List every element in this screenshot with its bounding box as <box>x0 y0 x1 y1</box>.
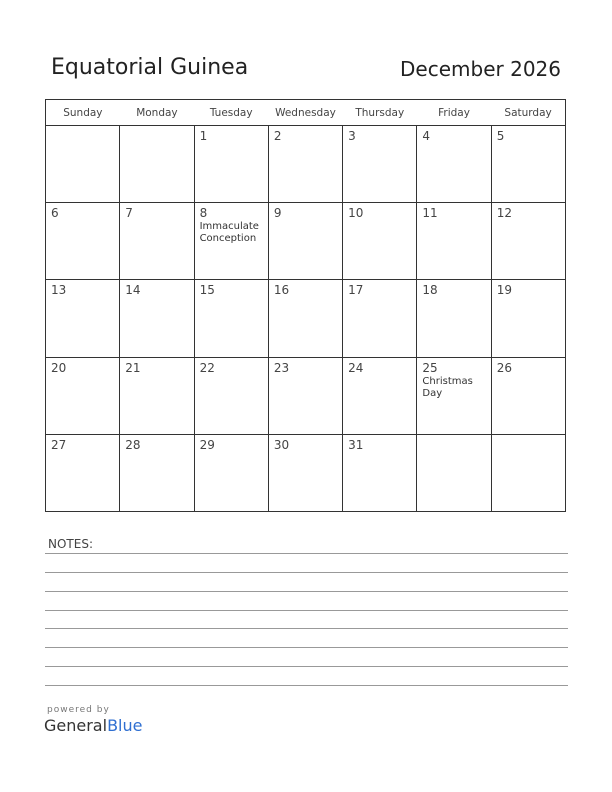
day-number: 17 <box>348 283 364 298</box>
note-line <box>45 572 568 573</box>
day-number: 8 <box>199 206 208 221</box>
note-line <box>45 666 568 667</box>
weekday-header: Saturday <box>491 100 565 126</box>
day-cell <box>417 280 491 357</box>
day-number: 27 <box>51 437 67 452</box>
day-cell <box>491 280 565 357</box>
note-line <box>45 647 568 648</box>
day-number: 29 <box>199 437 215 452</box>
day-number: 2 <box>273 129 282 144</box>
day-cell <box>417 434 491 511</box>
day-cell <box>194 126 268 203</box>
notes-label: NOTES: <box>48 537 93 551</box>
note-line <box>45 591 568 592</box>
day-number: 14 <box>125 283 141 298</box>
weekday-header: Sunday <box>46 100 120 126</box>
day-number: 4 <box>422 129 431 144</box>
day-number: 21 <box>125 360 141 375</box>
note-line <box>45 685 568 686</box>
day-cell <box>491 434 565 511</box>
day-number: 10 <box>348 206 364 221</box>
day-number: 30 <box>273 437 290 452</box>
day-cell <box>120 357 194 434</box>
holiday-label: Christmas Day <box>422 375 473 399</box>
powered-by-text: powered by <box>47 705 110 715</box>
day-cell <box>343 357 417 434</box>
day-number: 28 <box>125 437 141 452</box>
day-cell <box>268 434 342 511</box>
day-cell <box>417 357 491 434</box>
day-number: 16 <box>273 283 290 298</box>
day-number: 22 <box>199 360 215 375</box>
day-number: 11 <box>422 206 438 221</box>
day-number: 1 <box>199 129 208 144</box>
day-cell <box>194 357 268 434</box>
week-row <box>46 126 566 203</box>
day-number: 15 <box>199 283 215 298</box>
weekday-header: Friday <box>417 100 491 126</box>
weekday-header-row <box>46 100 566 126</box>
day-cell <box>194 434 268 511</box>
day-number: 18 <box>422 283 438 298</box>
week-row <box>46 434 566 511</box>
day-cell <box>491 357 565 434</box>
day-number: 24 <box>348 360 364 375</box>
day-cell <box>268 126 342 203</box>
weekday-header: Monday <box>120 100 194 126</box>
month-year-title: December 2026 <box>400 57 561 81</box>
day-number: 26 <box>496 360 512 375</box>
day-number: 12 <box>496 206 512 221</box>
week-row <box>46 357 566 434</box>
day-number: 19 <box>496 283 512 298</box>
day-number: 7 <box>125 206 133 221</box>
logo-blue-text: Blue <box>107 716 143 735</box>
holiday-label: Immaculate Conception <box>199 221 259 245</box>
day-cell <box>120 280 194 357</box>
logo-general-text: General <box>44 716 108 735</box>
note-line <box>45 553 568 554</box>
day-number: 23 <box>273 360 290 375</box>
page-title: Equatorial Guinea <box>51 55 249 80</box>
weekday-header: Tuesday <box>194 100 268 126</box>
day-number: 31 <box>348 437 364 452</box>
day-cell <box>46 357 120 434</box>
day-cell <box>268 280 342 357</box>
day-cell <box>491 203 565 280</box>
day-cell <box>194 280 268 357</box>
day-cell <box>343 280 417 357</box>
day-cell <box>491 126 565 203</box>
day-cell <box>120 126 194 203</box>
day-number: 13 <box>51 283 67 298</box>
day-number: 20 <box>51 360 67 375</box>
day-cell <box>46 434 120 511</box>
week-row <box>46 203 566 280</box>
week-row <box>46 280 566 357</box>
weekday-header: Thursday <box>343 100 417 126</box>
day-cell <box>343 434 417 511</box>
day-cell <box>268 203 342 280</box>
day-cell <box>343 126 417 203</box>
day-cell <box>194 203 268 280</box>
day-cell <box>120 203 194 280</box>
day-cell <box>46 280 120 357</box>
calendar-grid <box>45 99 566 512</box>
day-cell <box>417 126 491 203</box>
day-number: 3 <box>348 129 356 144</box>
day-number: 9 <box>273 206 282 221</box>
day-cell <box>120 434 194 511</box>
generalblue-logo[interactable] <box>44 716 142 735</box>
note-line <box>45 628 568 629</box>
day-cell <box>46 203 120 280</box>
note-line <box>45 610 568 611</box>
day-cell <box>46 126 120 203</box>
day-number: 6 <box>51 206 59 221</box>
weekday-header: Wednesday <box>268 100 342 126</box>
day-number: 5 <box>496 129 505 144</box>
day-cell <box>268 357 342 434</box>
day-cell <box>417 203 491 280</box>
day-number: 25 <box>422 360 438 375</box>
day-cell <box>343 203 417 280</box>
